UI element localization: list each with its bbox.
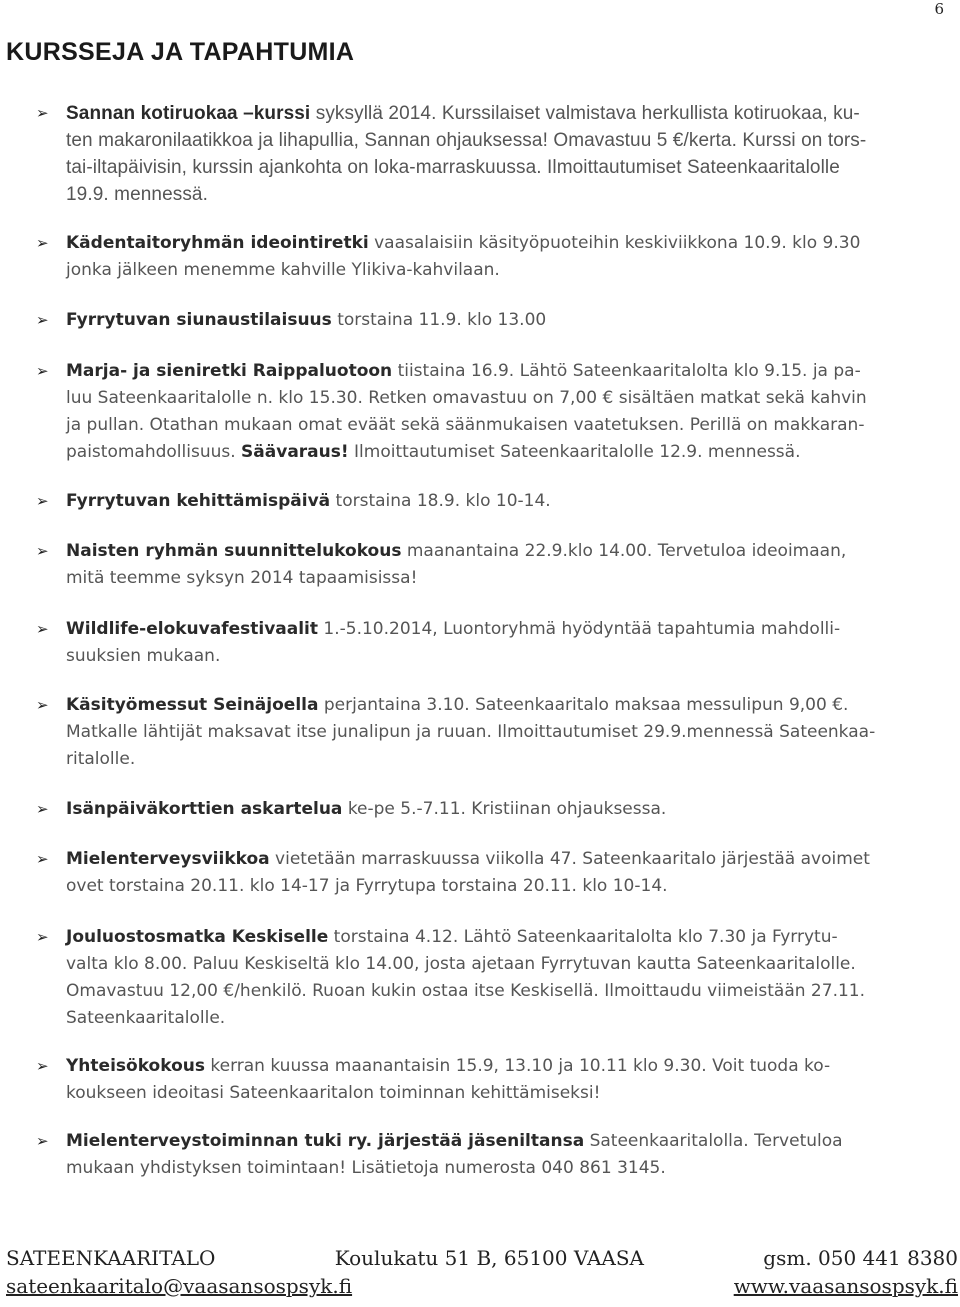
event-text [66, 488, 932, 515]
event-item [36, 307, 932, 334]
page-footer [6, 1246, 958, 1298]
event-line: torstaina 4.12. Lähtö Sateenkaaritalolta klo 7.30 ja Fyrrytu- [333, 927, 838, 947]
event-line: perjantaina 3.10. Sateenkaaritalo maksaa messulipun 9,00 €. [323, 695, 849, 715]
arrowhead-bullet-icon: ➢ [36, 1132, 49, 1150]
event-line: mitä teemme syksyn 2014 tapaamisissa! [66, 568, 418, 588]
event-line: ten makaronilaatikkoa ja lihapullia, Sannan ohjauksessa! Omavastuu 5 €/kerta. Kurssi on tors- [66, 130, 867, 151]
event-item [36, 230, 932, 284]
arrowhead-bullet-icon: ➢ [36, 850, 49, 868]
page-heading: KURSSEJA JA TAPAHTUMIA [6, 38, 355, 66]
event-title: Mielenterveystoiminnan tuki ry. järjestää jäseniltansa [66, 1131, 585, 1151]
event-text [66, 100, 932, 208]
footer-row-2 [6, 1274, 958, 1298]
event-title: Jouluostosmatka Keskiselle [66, 927, 329, 947]
arrowhead-bullet-icon: ➢ [36, 362, 49, 380]
event-title: Kädentaitoryhmän ideointiretki [66, 233, 369, 253]
event-text [66, 1053, 932, 1107]
page-number: 6 [934, 0, 944, 18]
event-line: 1.-5.10.2014, Luontoryhmä hyödyntää tapahtumia mahdolli- [323, 619, 841, 639]
event-item [36, 924, 932, 1032]
event-text [66, 846, 932, 900]
event-title: Mielenterveysviikkoa [66, 849, 270, 869]
event-text [66, 924, 932, 1032]
footer-address: Koulukatu 51 B, 65100 VAASA [334, 1246, 644, 1270]
event-title: Fyrrytuvan kehittämispäivä [66, 491, 331, 511]
event-item [36, 796, 932, 823]
event-line: tai-iltapäivisin, kurssin ajankohta on loka-marraskuussa. Ilmoittautumiset Sateenkaaritalolle [66, 157, 840, 178]
event-line: ke-pe 5.-7.11. Kristiinan ohjauksessa. [347, 799, 667, 819]
footer-phone: gsm. 050 441 8380 [763, 1246, 958, 1270]
event-line: Sateenkaaritalolla. Tervetuloa [589, 1131, 843, 1151]
event-line: kerran kuussa maanantaisin 15.9, 13.10 ja 10.11 klo 9.30. Voit tuoda ko- [210, 1056, 831, 1076]
event-line: Omavastuu 12,00 €/henkilö. Ruoan kukin ostaa itse Keskisellä. Ilmoittaudu viimeistään 27.11. [66, 981, 866, 1001]
event-line: torstaina 18.9. klo 10-14. [335, 491, 551, 511]
event-text [66, 616, 932, 670]
arrowhead-bullet-icon: ➢ [36, 492, 49, 510]
event-line: Sateenkaaritalolle. [66, 1008, 226, 1028]
event-line: maanantaina 22.9.klo 14.00. Tervetuloa ideoimaan, [406, 541, 847, 561]
event-line: koukseen ideoitasi Sateenkaaritalon toiminnan kehittämiseksi! [66, 1083, 601, 1103]
event-text [66, 796, 932, 823]
footer-row-1 [6, 1246, 958, 1270]
event-title: Käsityömessut Seinäjoella [66, 695, 319, 715]
event-title: Fyrrytuvan siunaustilaisuus [66, 310, 332, 330]
arrowhead-bullet-icon: ➢ [36, 542, 49, 560]
event-title: Yhteisökokous [66, 1056, 205, 1076]
event-item [36, 692, 932, 773]
event-title: Sannan kotiruokaa –kurssi [66, 103, 311, 124]
event-line: mukaan yhdistyksen toimintaan! Lisätietoja numerosta 040 861 3145. [66, 1158, 666, 1178]
arrowhead-bullet-icon: ➢ [36, 311, 49, 329]
event-line: syksyllä 2014. Kurssilaiset valmistava herkullista kotiruokaa, ku- [315, 103, 860, 124]
event-line: torstaina 11.9. klo 13.00 [337, 310, 547, 330]
event-item [36, 1128, 932, 1182]
arrowhead-bullet-icon: ➢ [36, 928, 49, 946]
event-title: Isänpäiväkorttien askartelua [66, 799, 343, 819]
event-item [36, 488, 932, 515]
event-title: Naisten ryhmän suunnittelukokous [66, 541, 402, 561]
event-title: Marja- ja sieniretki Raippaluotoon [66, 361, 393, 381]
event-line: Matkalle lähtijät maksavat itse junalipun ja ruuan. Ilmoittautumiset 29.9.mennessä Sateenkaa- [66, 722, 876, 742]
footer-website-link[interactable]: www.vaasansospsyk.fi [733, 1274, 958, 1298]
event-line: vaasalaisiin käsityöpuoteihin keskiviikkona 10.9. klo 9.30 [374, 233, 861, 253]
event-line: tiistaina 16.9. Lähtö Sateenkaaritalolta klo 9.15. ja pa- [397, 361, 861, 381]
event-line: jonka jälkeen menemme kahville Ylikiva-kahvilaan. [66, 260, 500, 280]
event-text [66, 1128, 932, 1182]
event-line: ritalolle. [66, 749, 136, 769]
arrowhead-bullet-icon: ➢ [36, 104, 49, 122]
footer-email-link[interactable]: sateenkaaritalo@vaasansospsyk.fi [6, 1274, 353, 1298]
event-line: Ilmoittautumiset Sateenkaaritalolle 12.9. mennessä. [354, 442, 801, 462]
event-item [36, 358, 932, 466]
event-line: ja pullan. Otathan mukaan omat eväät sekä säänmukaisen vaatetuksen. Perillä on makkaran- [66, 415, 865, 435]
arrowhead-bullet-icon: ➢ [36, 620, 49, 638]
event-text [66, 307, 932, 334]
arrowhead-bullet-icon: ➢ [36, 696, 49, 714]
event-text [66, 538, 932, 592]
event-line: ovet torstaina 20.11. klo 14-17 ja Fyrrytupa torstaina 20.11. klo 10-14. [66, 876, 668, 896]
arrowhead-bullet-icon: ➢ [36, 1057, 49, 1075]
footer-org-name: SATEENKAARITALO [6, 1246, 216, 1270]
event-line: vietetään marraskuussa viikolla 47. Sateenkaaritalo järjestää avoimet [275, 849, 870, 869]
event-line: luu Sateenkaaritalolle n. klo 15.30. Retken omavastuu on 7,00 € sisältäen matkat sekä kahvin [66, 388, 867, 408]
weather-reservation-note: Säävaraus! [241, 442, 349, 462]
arrowhead-bullet-icon: ➢ [36, 234, 49, 252]
event-item [36, 100, 932, 208]
event-line: paistomahdollisuus. [66, 442, 236, 462]
event-text [66, 692, 932, 773]
event-line: suuksien mukaan. [66, 646, 221, 666]
arrowhead-bullet-icon: ➢ [36, 800, 49, 818]
event-line: valta klo 8.00. Paluu Keskiseltä klo 14.00, josta ajetaan Fyrrytuvan kautta Sateenkaaritalolle. [66, 954, 856, 974]
event-text [66, 230, 932, 284]
event-item [36, 1053, 932, 1107]
event-text [66, 358, 932, 466]
event-item [36, 538, 932, 592]
event-item [36, 616, 932, 670]
event-item [36, 846, 932, 900]
event-line: 19.9. mennessä. [66, 184, 208, 205]
event-title: Wildlife-elokuvafestivaalit [66, 619, 319, 639]
